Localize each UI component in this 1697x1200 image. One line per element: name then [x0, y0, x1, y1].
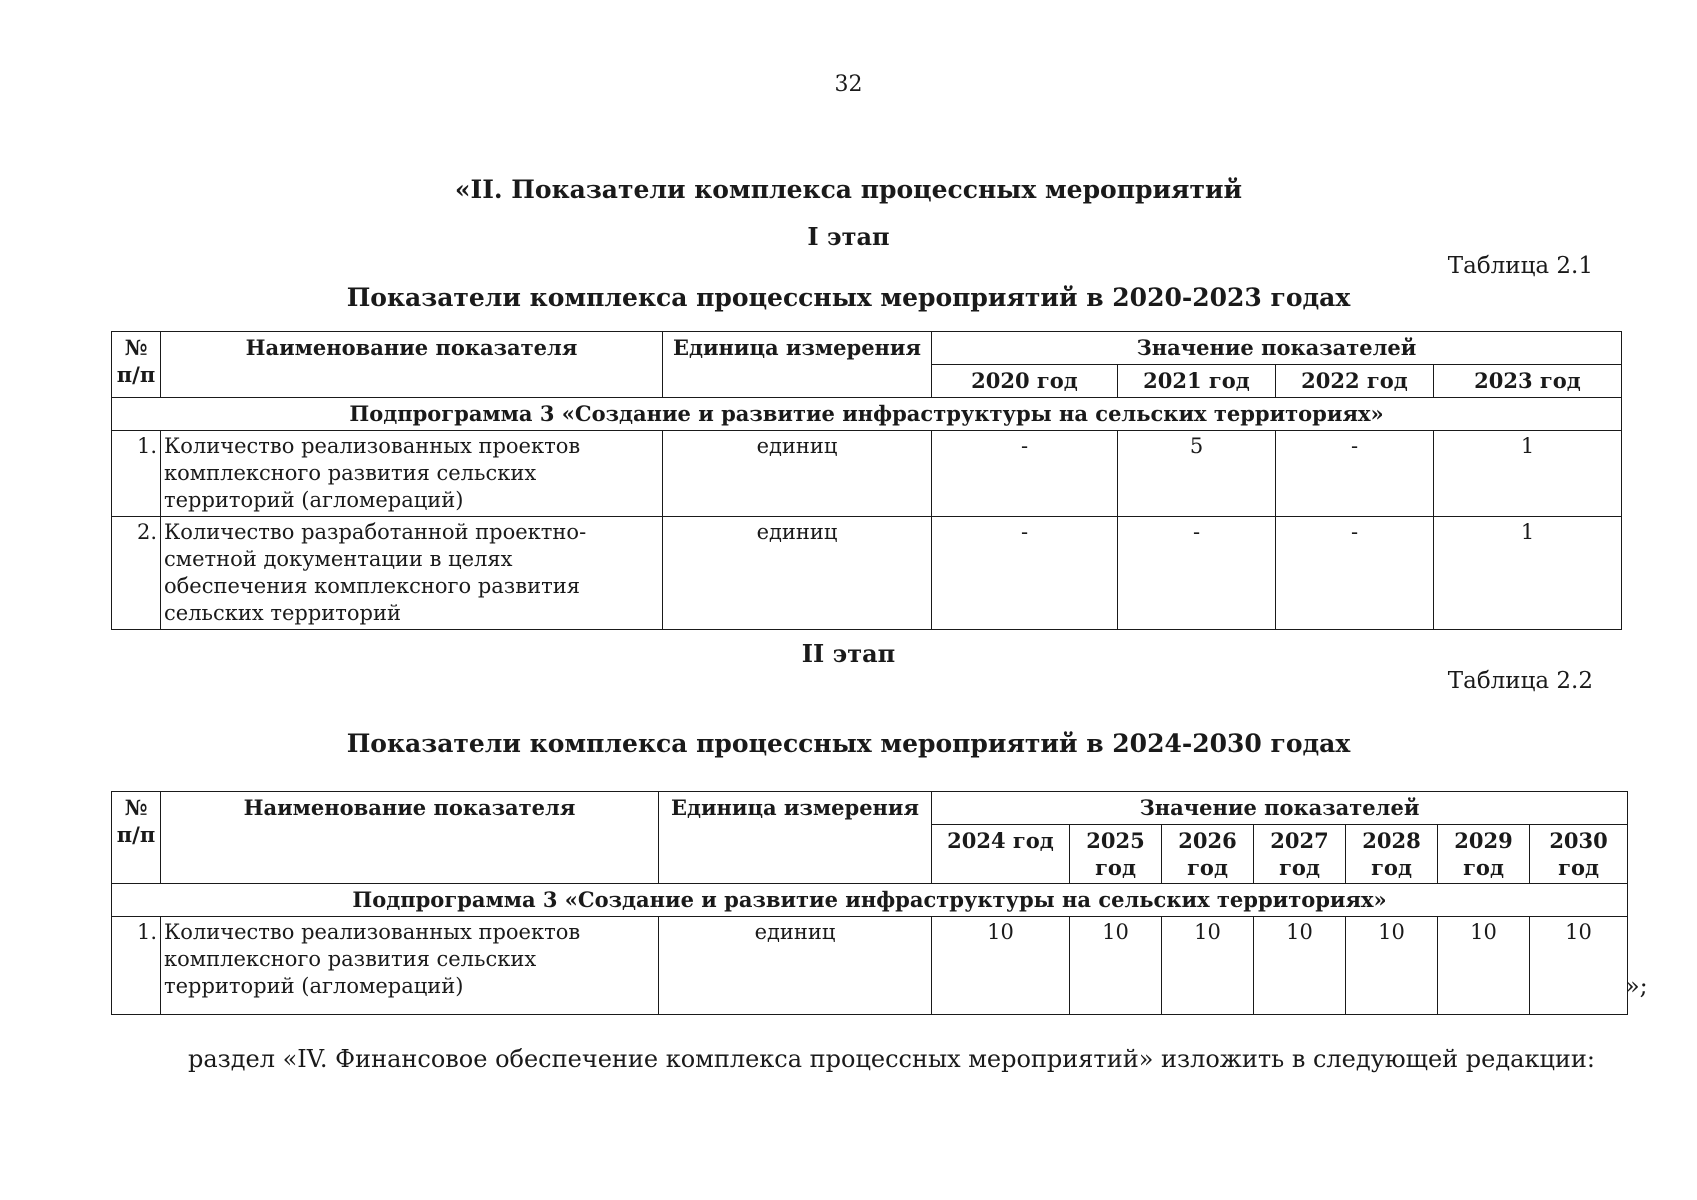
closing-quote-mark: »; — [1625, 972, 1648, 1000]
unit-cell: единиц — [659, 917, 932, 1015]
value-cell: 10 — [1254, 917, 1346, 1015]
row-number: 2. — [112, 517, 161, 630]
header-year: 2030 год — [1530, 825, 1628, 884]
value-cell: - — [1276, 517, 1434, 630]
header-year: 2023 год — [1434, 365, 1622, 398]
header-year: 2026 год — [1162, 825, 1254, 884]
unit-cell: единиц — [663, 431, 932, 517]
table-row — [112, 917, 1628, 1015]
value-cell: - — [1276, 431, 1434, 517]
header-year: 2028 год — [1346, 825, 1438, 884]
value-cell: - — [932, 517, 1118, 630]
row-number: 1. — [112, 431, 161, 517]
value-cell: 10 — [1070, 917, 1162, 1015]
header-unit: Единица измерения — [659, 792, 932, 884]
value-cell: - — [932, 431, 1118, 517]
header-values: Значение показателей — [932, 332, 1622, 365]
unit-cell: единиц — [663, 517, 932, 630]
header-year: 2029 год — [1438, 825, 1530, 884]
stage-2-heading: II этап — [801, 639, 896, 668]
value-cell: 10 — [1346, 917, 1438, 1015]
header-year: 2021 год — [1118, 365, 1276, 398]
table-2-1-label: Таблица 2.1 — [1447, 253, 1593, 279]
header-year: 2027 год — [1254, 825, 1346, 884]
header-year: 2024 год — [932, 825, 1070, 884]
section-title: «II. Показатели комплекса процессных мероприятий — [454, 175, 1243, 204]
table-2-1-title: Показатели комплекса процессных мероприятий в 2020-2023 годах — [346, 283, 1351, 312]
subprogram-row: Подпрограмма 3 «Создание и развитие инфраструктуры на сельских территориях» — [112, 884, 1628, 917]
header-number: № п/п — [112, 792, 161, 884]
header-values: Значение показателей — [932, 792, 1628, 825]
value-cell: 10 — [1530, 917, 1628, 1015]
value-cell: 1 — [1434, 517, 1622, 630]
header-number: № п/п — [112, 332, 161, 398]
indicator-name: Количество разработанной проектно-сметной документации в целях обеспечения комплексного развития сельских территорий — [161, 517, 663, 630]
instruction-paragraph: раздел «IV. Финансовое обеспечение комплекса процессных мероприятий» изложить в следующей редакции: — [188, 1045, 1595, 1073]
subprogram-row: Подпрограмма 3 «Создание и развитие инфраструктуры на сельских территориях» — [112, 398, 1622, 431]
value-cell: 1 — [1434, 431, 1622, 517]
value-cell: - — [1118, 517, 1276, 630]
table-row — [112, 431, 1622, 517]
table-row — [112, 517, 1622, 630]
header-unit: Единица измерения — [663, 332, 932, 398]
indicator-name: Количество реализованных проектов комплексного развития сельских территорий (агломераций) — [161, 917, 659, 1015]
table-2-2-title: Показатели комплекса процессных мероприятий в 2024-2030 годах — [346, 729, 1351, 758]
table-2-2-label: Таблица 2.2 — [1447, 668, 1593, 694]
row-number: 1. — [112, 917, 161, 1015]
table-2-1 — [111, 331, 1622, 630]
value-cell: 10 — [1438, 917, 1530, 1015]
page-number: 32 — [834, 72, 863, 97]
header-indicator-name: Наименование показателя — [161, 332, 663, 398]
header-year: 2022 год — [1276, 365, 1434, 398]
value-cell: 10 — [1162, 917, 1254, 1015]
value-cell: 5 — [1118, 431, 1276, 517]
stage-1-heading: I этап — [807, 222, 890, 251]
indicator-name: Количество реализованных проектов комплексного развития сельских территорий (агломераций) — [161, 431, 663, 517]
value-cell: 10 — [932, 917, 1070, 1015]
table-2-2 — [111, 791, 1628, 1015]
header-year: 2025 год — [1070, 825, 1162, 884]
header-year: 2020 год — [932, 365, 1118, 398]
header-indicator-name: Наименование показателя — [161, 792, 659, 884]
